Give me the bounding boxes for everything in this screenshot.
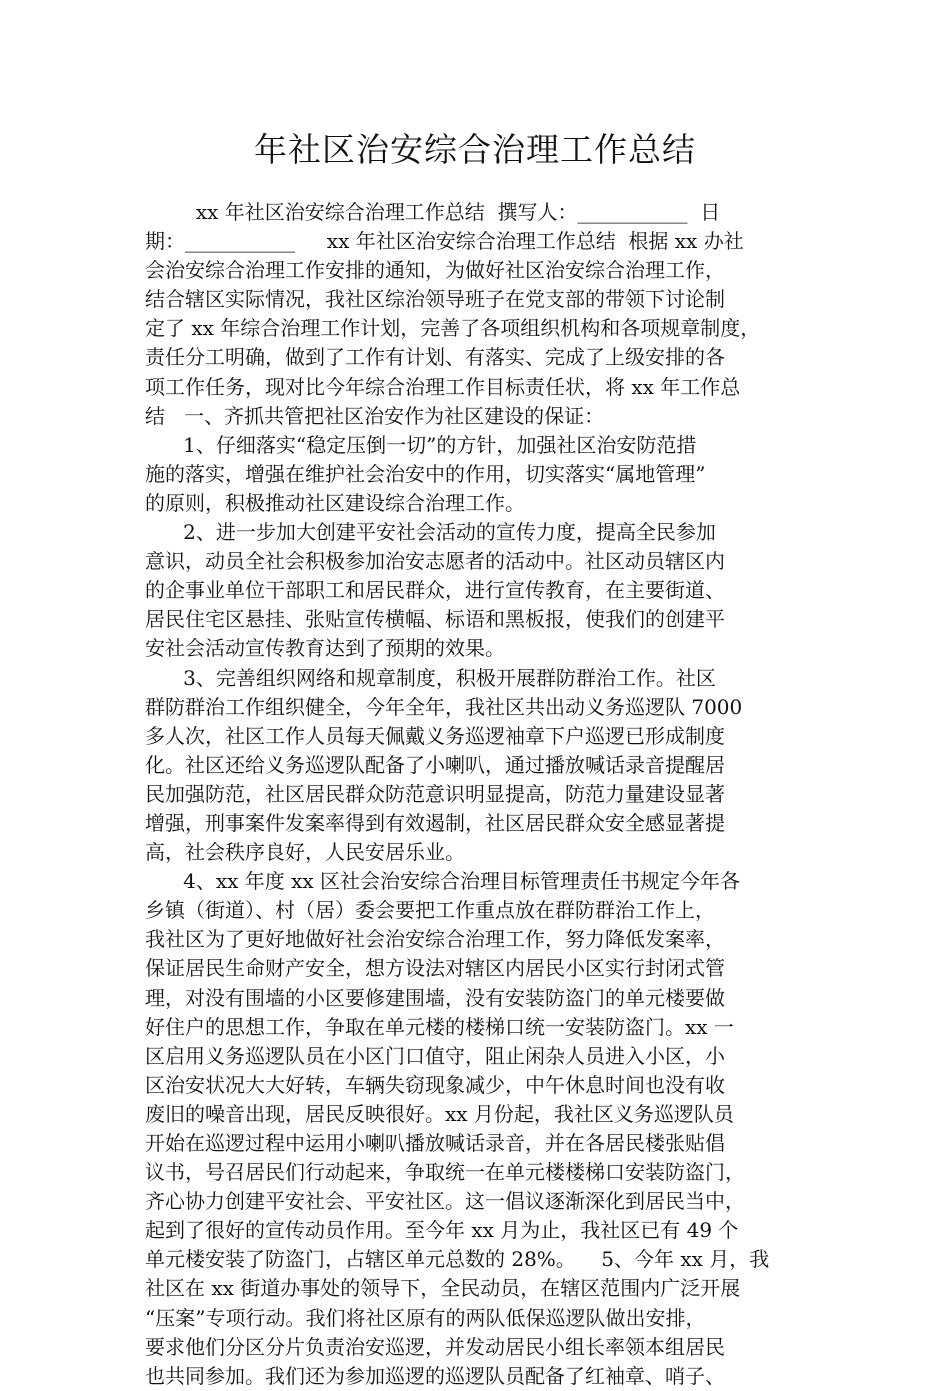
text-line: 期：___________ xx 年社区治安综合治理工作总结 根据 xx 办社 [145, 229, 744, 254]
text-line: 群防群治工作组织健全，今年全年，我社区共出动义务巡逻队 7000 [145, 694, 743, 719]
text-line: 议书，号召居民们行动起来，争取统一在单元楼楼梯口安装防盗门， [145, 1160, 745, 1185]
text-line: 定了 xx 年综合治理工作计划，完善了各项组织机构和各项规章制度， [145, 316, 761, 341]
text-line: 单元楼安装了防盗门，占辖区单元总数的 28%。 5、今年 xx 月，我 [145, 1247, 770, 1272]
text-line: 开始在巡逻过程中运用小喇叭播放喊话录音，并在各居民楼张贴倡 [145, 1131, 725, 1155]
text-line: 项工作任务，现对比今年综合治理工作目标责任状，将 xx 年工作总 [145, 374, 741, 399]
text-line: 结 一、齐抓共管把社区治安作为社区建设的保证： [145, 403, 605, 428]
text-line: 理，对没有围墙的小区要修建围墙，没有安装防盗门的单元楼要做 [145, 985, 725, 1010]
text-line: 要求他们分区分片负责治安巡逻，并发动居民小组长率领本组居民 [145, 1334, 725, 1359]
text-line: 1、仔细落实“稳定压倒一切”的方针，加强社区治安防范措 [145, 432, 697, 457]
text-line: 4、xx 年度 xx 区社会治安综合治理目标管理责任书规定今年各 [145, 869, 741, 894]
document-title: 年社区治安综合治理工作总结 [254, 130, 696, 169]
text-line: 结合辖区实际情况，我社区综治领导班子在党支部的带领下讨论制 [145, 287, 725, 312]
text-line: “压案”专项行动。我们将社区原有的两队低保巡逻队做出安排， [145, 1305, 706, 1330]
text-line: 2、进一步加大创建平安社会活动的宣传力度，提高全民参加 [145, 520, 716, 545]
text-line: 保证居民生命财产安全，想方设法对辖区内居民小区实行封闭式管 [145, 956, 725, 981]
text-line: 的企事业单位干部职工和居民群众，进行宣传教育，在主要街道、 [145, 578, 725, 603]
text-line: 乡镇（街道）、村（居）委会要把工作重点放在群防群治工作上， [145, 898, 715, 923]
text-line: 区启用义务巡逻队员在小区门口值守，阻止闲杂人员进入小区，小 [145, 1043, 725, 1068]
text-line: 齐心协力创建平安社会、平安社区。这一倡议逐渐深化到居民当中， [145, 1189, 745, 1214]
text-line: 高，社会秩序良好，人民安居乐业。 [145, 840, 465, 865]
text-line: 社区在 xx 街道办事处的领导下，全民动员，在辖区范围内广泛开展 [145, 1276, 741, 1301]
text-line: 我社区为了更好地做好社会治安综合治理工作，努力降低发案率， [145, 927, 725, 952]
text-line: 废旧的噪音出现，居民反映很好。xx 月份起，我社区义务巡逻队员 [145, 1101, 734, 1126]
text-line: 多人次，社区工作人员每天佩戴义务巡逻袖章下户巡逻已形成制度 [145, 723, 725, 748]
text-line: 3、完善组织网络和规章制度，积极开展群防群治工作。社区 [145, 665, 716, 690]
document-body [145, 198, 810, 1391]
text-line: 也共同参加。我们还为参加巡逻的巡逻队员配备了红袖章、哨子、 [145, 1363, 725, 1388]
text-line: xx 年社区治安综合治理工作总结 撰写人：___________ 日 [145, 200, 721, 224]
text-line: 民加强防范，社区居民群众防范意识明显提高，防范力量建设显著 [145, 781, 725, 806]
text-line: 会治安综合治理工作安排的通知，为做好社区治安综合治理工作， [145, 258, 725, 283]
text-line: 施的落实，增强在维护社会治安中的作用，切实落实“属地管理” [145, 461, 706, 486]
text-line: 起到了很好的宣传动员作用。至今年 xx 月为止，我社区已有 49 个 [145, 1218, 739, 1243]
text-line: 区治安状况大大好转，车辆失窃现象减少，中午休息时间也没有收 [145, 1072, 725, 1097]
text-line: 的原则，积极推动社区建设综合治理工作。 [145, 490, 525, 515]
text-line: 安社会活动宣传教育达到了预期的效果。 [145, 636, 505, 661]
text-line: 责任分工明确，做到了工作有计划、有落实、完成了上级安排的各 [145, 345, 725, 370]
text-line: 好住户的思想工作，争取在单元楼的楼梯口统一安装防盗门。xx 一 [145, 1014, 734, 1039]
text-line: 化。社区还给义务巡逻队配备了小喇叭，通过播放喊话录音提醒居 [145, 752, 725, 777]
text-line: 居民住宅区悬挂、张贴宣传横幅、标语和黑板报，使我们的创建平 [145, 607, 725, 632]
text-line: 增强，刑事案件发案率得到有效遏制，社区居民群众安全感显著提 [145, 810, 725, 835]
text-line: 意识，动员全社会积极参加治安志愿者的活动中。社区动员辖区内 [145, 549, 725, 574]
